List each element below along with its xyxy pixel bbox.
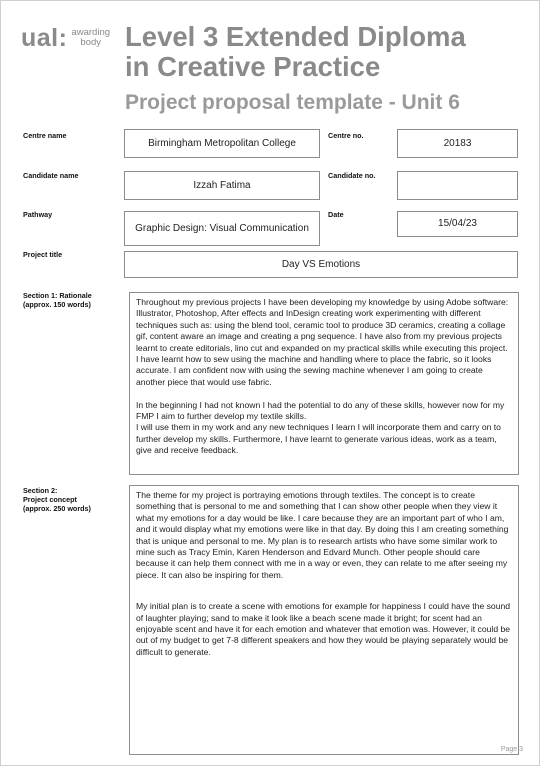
date-label: Date [328, 210, 344, 219]
concept-paragraph-1: The theme for my project is portraying emotions through textiles. The concept is to create something that is personal to me and something that I can show other people when they view it what my emotions for a day would be like. I care because they are an important part of who I am, and it would display what my emotions were like in that day. By doing this I am creating something that is unique and personal to me. My plan is to research artists who have some similar work to mine such as Tracy Emin, Karen Henderson and Edvard Munch. Other people should care because it can help them connect with me in a way or even, they can relate to me after seeing my piece. It can also be inspiring for them. [136, 490, 509, 580]
centre-no-field[interactable]: 20183 [397, 129, 518, 158]
page-title [125, 22, 466, 82]
page-subtitle: Project proposal template - Unit 6 [125, 91, 460, 114]
title-line-1: Level 3 Extended Diploma [125, 21, 466, 52]
section2-label-line-1: Section 2: [23, 486, 58, 495]
rationale-paragraph-3: I will use them in my work and any new techniques I learn I will incorporate them and carry on to further develop my skills. Furthermore, I have learnt to generate various ideas, work as a team, give and receive feedback. [136, 422, 501, 456]
logo-mark: ual: [21, 24, 68, 52]
rationale-paragraph-2: In the beginning I had not known I had the potential to do any of these skills, however now for my FMP I aim to further develop my textile skills. [136, 399, 505, 422]
centre-name-label: Centre name [23, 131, 67, 140]
candidate-name-field[interactable]: Izzah Fatima [124, 171, 320, 200]
section1-label-line-2: (approx. 150 words) [23, 300, 91, 309]
section1-label-line-1: Section 1: Rationale [23, 291, 92, 300]
concept-textarea[interactable] [129, 485, 519, 755]
logo-subtext [71, 28, 110, 48]
candidate-name-label: Candidate name [23, 171, 79, 180]
ual-logo [21, 25, 110, 51]
project-title-field[interactable]: Day VS Emotions [124, 251, 518, 278]
centre-name-field[interactable]: Birmingham Metropolitan College [124, 129, 320, 158]
pathway-label: Pathway [23, 210, 53, 219]
page-number: Page 3 [500, 746, 523, 753]
title-line-2: in Creative Practice [125, 51, 381, 82]
section2-label-line-2: Project concept [23, 495, 77, 504]
candidate-no-label: Candidate no. [328, 171, 376, 180]
section2-label-line-3: (approx. 250 words) [23, 504, 91, 513]
section1-label [23, 291, 92, 309]
centre-no-label: Centre no. [328, 131, 364, 140]
logo-sub-line-2: body [80, 37, 102, 48]
concept-paragraph-2: My initial plan is to create a scene with emotions for example for happiness I could have the sound of laughter playing; sand to make it look like a beach scene made it bright; for scent had an enjoyable scent and have it for each emotion and whatever that emotion was. However, it could be out of my budget to get 7-8 different speakers and how they would be playing separately would be difficult to generate. [136, 601, 511, 657]
date-field[interactable]: 15/04/23 [397, 211, 518, 237]
candidate-no-field[interactable] [397, 171, 518, 200]
logo-sub-line-1: awarding [71, 27, 111, 38]
project-title-label: Project title [23, 250, 63, 259]
paragraph-gap [136, 581, 512, 601]
rationale-paragraph-1: Throughout my previous projects I have been developing my knowledge by using Adobe software: Illustrator, Photoshop, After effects and InDesign creating work experimenting with different techniques such as: using the blend tool, ceramic tool to produce 3D ceramics, creating a collage gif, content aware an image and creating a png sequence. I have also from my previous projects learnt to create editorials, lino cut and expanded on my practical skills while executing this project. I have learnt how to sew using the machine and handling where to place the fabric, so it looks accurate. I am confident now with using the sewing machine whenever I am going to create another piece that would use fabric. [136, 297, 509, 387]
paragraph-gap [136, 388, 512, 399]
rationale-textarea[interactable] [129, 292, 519, 475]
pathway-field[interactable]: Graphic Design: Visual Communication [124, 211, 320, 246]
section2-label [23, 486, 91, 513]
